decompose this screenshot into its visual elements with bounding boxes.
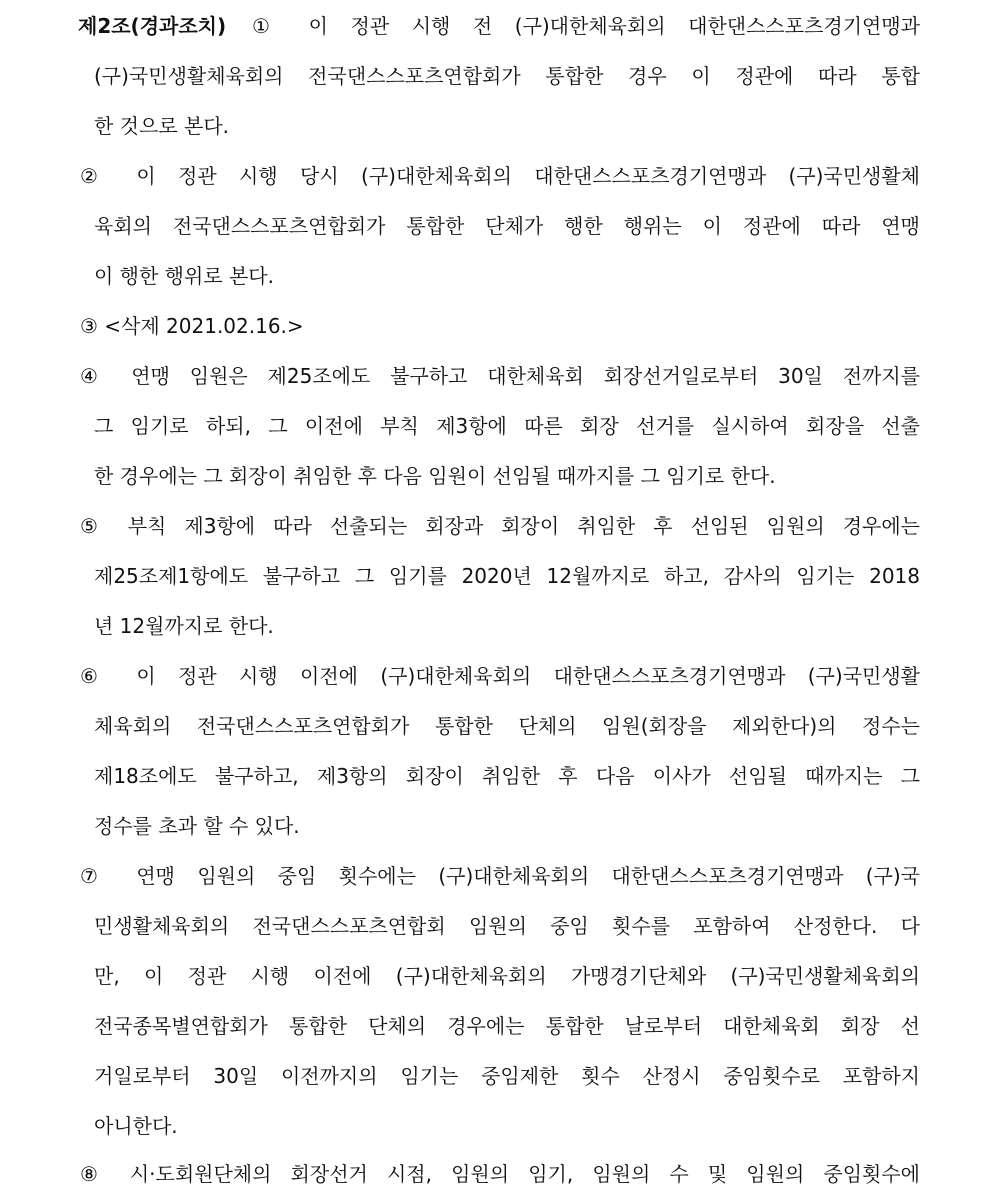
text-line: 제18조에도 불구하고, 제3항의 회장이 취임한 후 다음 이사가 선임될 때까지는 그	[94, 764, 920, 788]
text-line: 육회의 전국댄스스포츠연합회가 통합한 단체가 행한 행위는 이 정관에 따라 연맹	[94, 214, 920, 238]
text-line: 전국종목별연합회가 통합한 단체의 경우에는 통합한 날로부터 대한체육회 회장 선	[94, 1014, 920, 1038]
text-line: ① 이 정관 시행 전 (구)대한체육회의 대한댄스스포츠경기연맹과	[252, 14, 920, 38]
text-line: 이 행한 행위로 본다.	[94, 264, 274, 288]
text-line: ⑥ 이 정관 시행 이전에 (구)대한체육회의 대한댄스스포츠경기연맹과 (구)국민생활	[80, 664, 920, 688]
text-line: 아니한다.	[94, 1114, 178, 1138]
text-line: 체육회의 전국댄스스포츠연합회가 통합한 단체의 임원(회장을 제외한다)의 정수는	[94, 714, 920, 738]
text-line: 정수를 초과 할 수 있다.	[94, 814, 300, 838]
article-title: 제2조(경과조치)	[78, 14, 227, 38]
text-line: 한 경우에는 그 회장이 취임한 후 다음 임원이 선임될 때까지를 그 임기로 한다.	[94, 464, 776, 488]
text-line: ④ 연맹 임원은 제25조에도 불구하고 대한체육회 회장선거일로부터 30일 전까지를	[80, 364, 920, 388]
text-line: 그 임기로 하되, 그 이전에 부칙 제3항에 따른 회장 선거를 실시하여 회장을 선출	[94, 414, 920, 438]
text-line: 제25조제1항에도 불구하고 그 임기를 2020년 12월까지로 하고, 감사의 임기는 2018	[94, 564, 920, 588]
text-line: ③ <삭제 2021.02.16.>	[80, 314, 304, 338]
text-line: 만, 이 정관 시행 이전에 (구)대한체육회의 가맹경기단체와 (구)국민생활체육회의	[94, 964, 920, 988]
text-line: ② 이 정관 시행 당시 (구)대한체육회의 대한댄스스포츠경기연맹과 (구)국민생활체	[80, 164, 920, 188]
text-line: 민생활체육회의 전국댄스스포츠연합회 임원의 중임 횟수를 포함하여 산정한다. 다	[94, 914, 920, 938]
text-line: ⑦ 연맹 임원의 중임 횟수에는 (구)대한체육회의 대한댄스스포츠경기연맹과 (구)국	[80, 864, 920, 888]
text-line: 년 12월까지로 한다.	[94, 614, 274, 638]
text-line: ⑧ 시·도회원단체의 회장선거 시점, 임원의 임기, 임원의 수 및 임원의 중임횟수에	[80, 1162, 920, 1186]
text-line: 거일로부터 30일 이전까지의 임기는 중임제한 횟수 산정시 중임횟수로 포함하지	[94, 1064, 920, 1088]
text-line: ⑤ 부칙 제3항에 따라 선출되는 회장과 회장이 취임한 후 선임된 임원의 경우에는	[80, 514, 920, 538]
text-line: (구)국민생활체육회의 전국댄스스포츠연합회가 통합한 경우 이 정관에 따라 통합	[94, 64, 920, 88]
text-line: 한 것으로 본다.	[94, 114, 229, 138]
